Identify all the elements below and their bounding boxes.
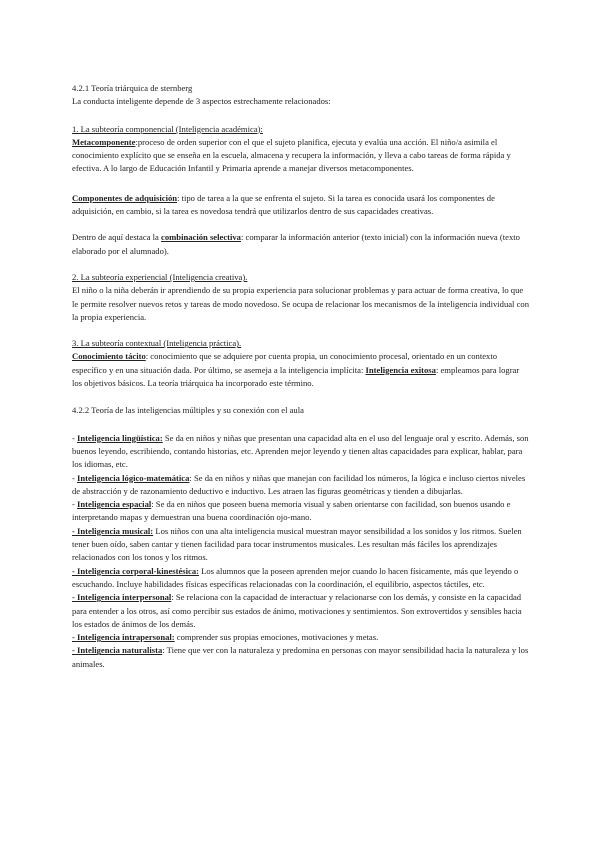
spacer bbox=[72, 218, 530, 231]
intelligence-term: Inteligencia lingüística: bbox=[77, 432, 163, 443]
section-heading-422: 4.2.2 Teoría de las inteligencias múltiples y su conexión con el aula bbox=[72, 405, 304, 416]
intelligences-list bbox=[72, 432, 530, 671]
subtheory-3-title: 3. La subteoría contextual (Inteligencia práctica). bbox=[72, 338, 242, 349]
bullet-dash: - bbox=[72, 525, 78, 536]
intelligence-text: : Se da en niños que poseen buena memoria visual y saben orientarse con facilidad, son buenos usando e interpretando mapas y demuestran una buena coordinación ojo-mano. bbox=[72, 499, 511, 523]
spacer bbox=[72, 176, 530, 192]
spacer bbox=[72, 418, 530, 432]
componentes-term: Componentes de adquisición bbox=[72, 192, 178, 203]
intelligence-term: Inteligencia espacial bbox=[77, 499, 152, 510]
metacomponente-paragraph bbox=[72, 136, 530, 176]
spacer bbox=[72, 109, 530, 123]
metacomponente-term: Metacomponente bbox=[72, 136, 136, 147]
bullet-dash: - bbox=[72, 632, 78, 643]
list-item bbox=[72, 432, 530, 472]
intelligence-text: : Tiene que ver con la naturaleza y predomina en personas con mayor sensibilidad hacia la naturaleza y los animales. bbox=[72, 645, 529, 669]
componentes-paragraph bbox=[72, 192, 530, 219]
bullet-dash: - bbox=[72, 472, 78, 483]
list-item bbox=[72, 525, 530, 565]
intelligence-text: comprender sus propias emociones, motivaciones y metas. bbox=[174, 632, 379, 643]
subtheory-1-title: 1. La subteoría componencial (Inteligencia académica): bbox=[72, 123, 263, 134]
combinacion-prefix: Dentro de aquí destaca la bbox=[72, 232, 162, 243]
subtheory-2-text: El niño o la niña deberán ir aprendiendo de su propia experiencia para solucionar problemas y para actuar de forma creativa, lo que le permite resolver nuevos retos y tareas de modo novedoso. Se ocupa de relacionar los mecanismos de la inteligencia individual con la propia experiencia. bbox=[72, 285, 529, 322]
intelligence-term: Inteligencia interpersonal bbox=[77, 592, 172, 603]
bullet-dash: - bbox=[72, 432, 78, 443]
exitosa-text: : empleamos para lograr los objetivos básicos. La teoría triárquica ha incorporado este término. bbox=[72, 364, 520, 389]
exitosa-term: Inteligencia exitosa bbox=[365, 364, 436, 375]
spacer bbox=[72, 324, 530, 337]
document-page bbox=[72, 82, 530, 671]
combinacion-text: : comparar la información anterior (texto inicial) con la información nueva (texto elaborado por el alumnado). bbox=[72, 232, 520, 256]
section-heading-421: 4.2.1 Teoría triárquica de sternberg bbox=[72, 83, 193, 93]
componentes-text: : tipo de tarea a la que se enfrenta el sujeto. Si la tarea es conocida usará los componentes de adquisición, en cambio, si la tarea es novedosa tendrá que utilizarlos dentro de sus capacidades creativas. bbox=[72, 192, 495, 217]
intelligence-text: Los alumnos que la poseen aprenden mejor cuando lo hacen físicamente, más que leyendo o escuchando. Incluye habilidades físicas específicas relacionadas con la coordinación, el equilibrio, aspectos táctiles, etc. bbox=[72, 565, 519, 589]
section-intro-421: La conducta inteligente depende de 3 aspectos estrechamente relacionados: bbox=[72, 96, 331, 107]
list-item bbox=[72, 631, 530, 644]
intelligence-term: Inteligencia intrapersonal: bbox=[77, 632, 175, 643]
metacomponente-text: :proceso de orden superior con el que el sujeto planifica, ejecuta y evalúa una acción. El niño/a asimila el conocimiento explícito que se enseña en la escuela, almacena y recupera la información, y lleva a cabo tareas de forma rápida y efectiva. A lo largo de Educación Infantil y Primaria aprende a manejar diversos metacomponentes. bbox=[72, 136, 511, 174]
intelligence-text: : Se da en niños y niñas que manejan con facilidad los números, la lógica e incluso ciertos niveles de abstracción y de razonamiento deductivo e inductivo. Les atraen las figuras geométricas y tienden a dibujarlas. bbox=[72, 472, 526, 496]
bullet-dash: - bbox=[72, 592, 78, 603]
tacito-text: : conocimiento que se adquiere por cuenta propia, un conocimiento procesal, orientado en un contexto específico y en una situación dada. Por último, se asemeja a la inteligencia implícita: bbox=[72, 351, 498, 375]
combinacion-paragraph bbox=[72, 231, 530, 258]
spacer bbox=[72, 258, 530, 271]
combinacion-term: combinación selectiva bbox=[161, 232, 241, 243]
bullet-dash: - bbox=[72, 565, 78, 576]
spacer bbox=[72, 390, 530, 404]
intelligence-text: Los niños con una alta inteligencia musical muestran mayor sensibilidad a los sonidos y los ritmos. Suelen tener buen oído, saben cantar y tienen facilidad para tocar instrumentos musicales. Les resultan más fáciles los aprendizajes relacionados con los tonos y los ritmos. bbox=[72, 525, 522, 563]
intelligence-text: Se da en niños y niñas que presentan una capacidad alta en el uso del lenguaje oral y escrito. Además, son buenos leyendo, escribiendo, contando historias, etc. Aprenden mejor leyendo y tienen altas capacidades para explicar, hablar, para los idiomas, etc. bbox=[72, 432, 529, 470]
intelligence-term: Inteligencia lógico-matemática bbox=[77, 472, 190, 483]
list-item bbox=[72, 472, 530, 499]
subtheory-2-title: 2. La subteoría experiencial (Inteligencia creativa). bbox=[72, 271, 248, 282]
intelligence-term: Inteligencia naturalista bbox=[77, 645, 163, 656]
list-item bbox=[72, 565, 530, 592]
bullet-dash: - bbox=[72, 499, 78, 510]
tacito-term: Conocimiento tácito bbox=[72, 351, 146, 362]
list-item bbox=[72, 644, 530, 671]
intelligence-term: Inteligencia corporal-kinestésica: bbox=[77, 565, 199, 576]
tacito-paragraph bbox=[72, 350, 530, 390]
list-item bbox=[72, 498, 530, 525]
list-item bbox=[72, 591, 530, 631]
bullet-dash: - bbox=[72, 645, 78, 656]
intelligence-term: Inteligencia musical: bbox=[77, 525, 154, 536]
intelligence-text: : Se relaciona con la capacidad de interactuar y relacionarse con los demás, y consiste en la capacidad para entender a los otros, así como percibir sus estados de ánimo, motivaciones y sentimientos. Son extrovertidos y sensibles hacia los estados de ánimos de los demás. bbox=[72, 592, 522, 629]
